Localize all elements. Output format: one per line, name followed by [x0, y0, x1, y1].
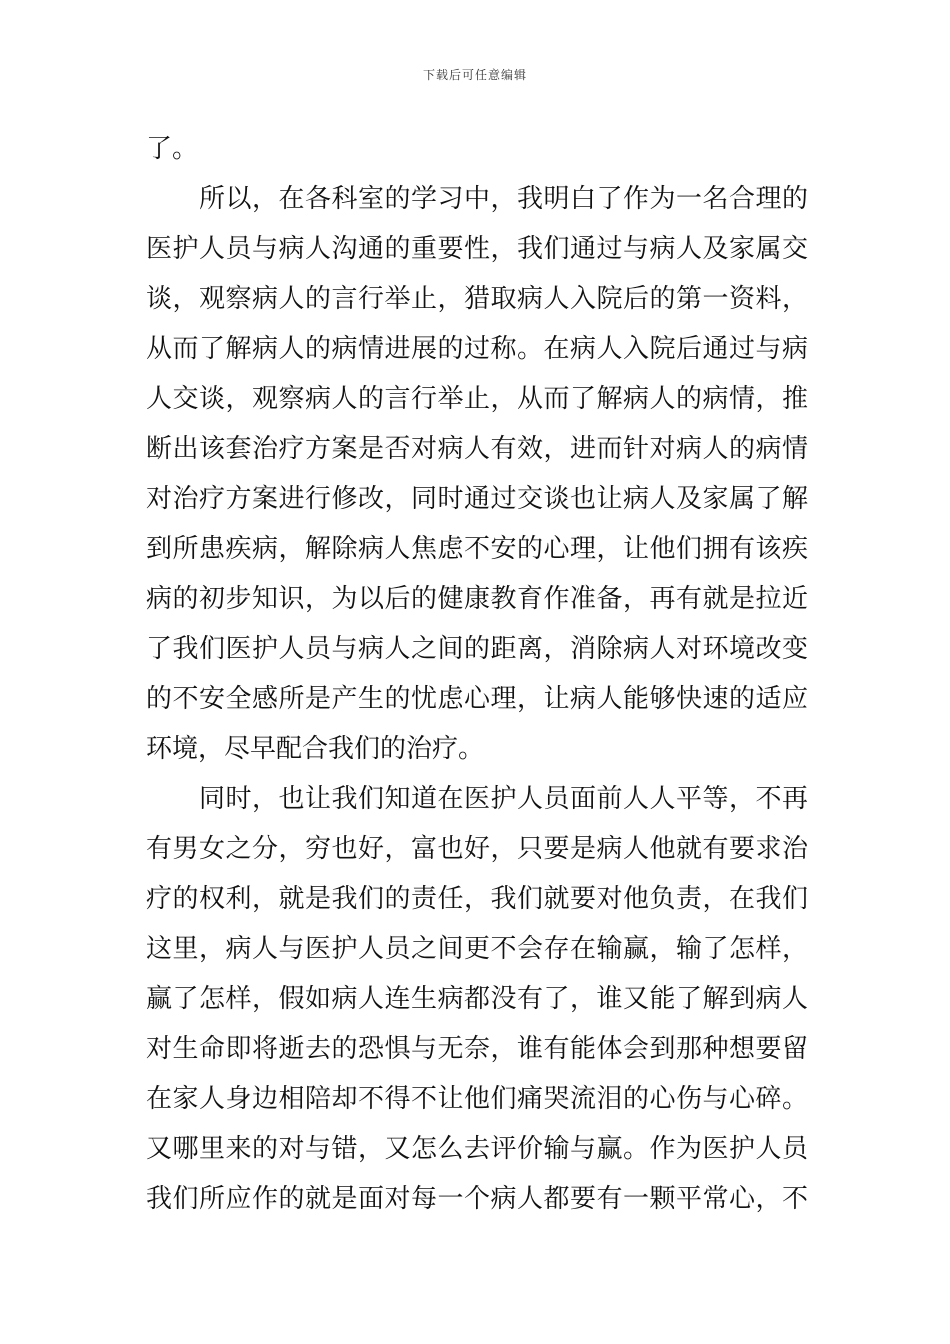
- text-line: 有男女之分，穷也好，富也好，只要是病人他就有要求治: [146, 834, 808, 864]
- text-line: 疗的权利，就是我们的责任，我们就要对他负责，在我们: [146, 884, 808, 914]
- text-line: 谈，观察病人的言行举止，猎取病人入院后的第一资料，: [146, 284, 808, 314]
- text-line: 环境，尽早配合我们的治疗。: [146, 734, 485, 764]
- text-line: 又哪里来的对与错，又怎么去评价输与赢。作为医护人员: [146, 1134, 808, 1164]
- text-line: 从而了解病人的病情进展的过称。在病人入院后通过与病: [146, 334, 808, 364]
- body-text: [146, 124, 808, 1224]
- text-line: 在家人身边相陪却不得不让他们痛哭流泪的心伤与心碎。: [146, 1084, 808, 1114]
- page-header: 下载后可任意编辑: [422, 68, 527, 82]
- text-line: 医护人员与病人沟通的重要性，我们通过与病人及家属交: [146, 234, 808, 264]
- text-line: 病的初步知识，为以后的健康教育作准备，再有就是拉近: [146, 584, 808, 614]
- text-line: 同时，也让我们知道在医护人员面前人人平等，不再: [199, 784, 808, 814]
- text-line: 了。: [146, 134, 199, 164]
- text-line: 人交谈，观察病人的言行举止，从而了解病人的病情，推: [146, 384, 808, 414]
- text-line: 了我们医护人员与病人之间的距离，消除病人对环境改变: [146, 634, 808, 664]
- text-line: 的不安全感所是产生的忧虑心理，让病人能够快速的适应: [146, 684, 808, 714]
- text-line: 对生命即将逝去的恐惧与无奈，谁有能体会到那种想要留: [146, 1034, 808, 1064]
- text-line: 赢了怎样，假如病人连生病都没有了，谁又能了解到病人: [146, 984, 808, 1014]
- text-line: 我们所应作的就是面对每一个病人都要有一颗平常心，不: [146, 1184, 808, 1214]
- text-line: 对治疗方案进行修改，同时通过交谈也让病人及家属了解: [146, 484, 808, 514]
- text-line: 到所患疾病，解除病人焦虑不安的心理，让他们拥有该疾: [146, 534, 808, 564]
- text-line: 所以，在各科室的学习中，我明白了作为一名合理的: [199, 184, 808, 214]
- text-line: 断出该套治疗方案是否对病人有效，进而针对病人的病情: [146, 434, 808, 464]
- text-line: 这里，病人与医护人员之间更不会存在输赢，输了怎样，: [146, 934, 808, 964]
